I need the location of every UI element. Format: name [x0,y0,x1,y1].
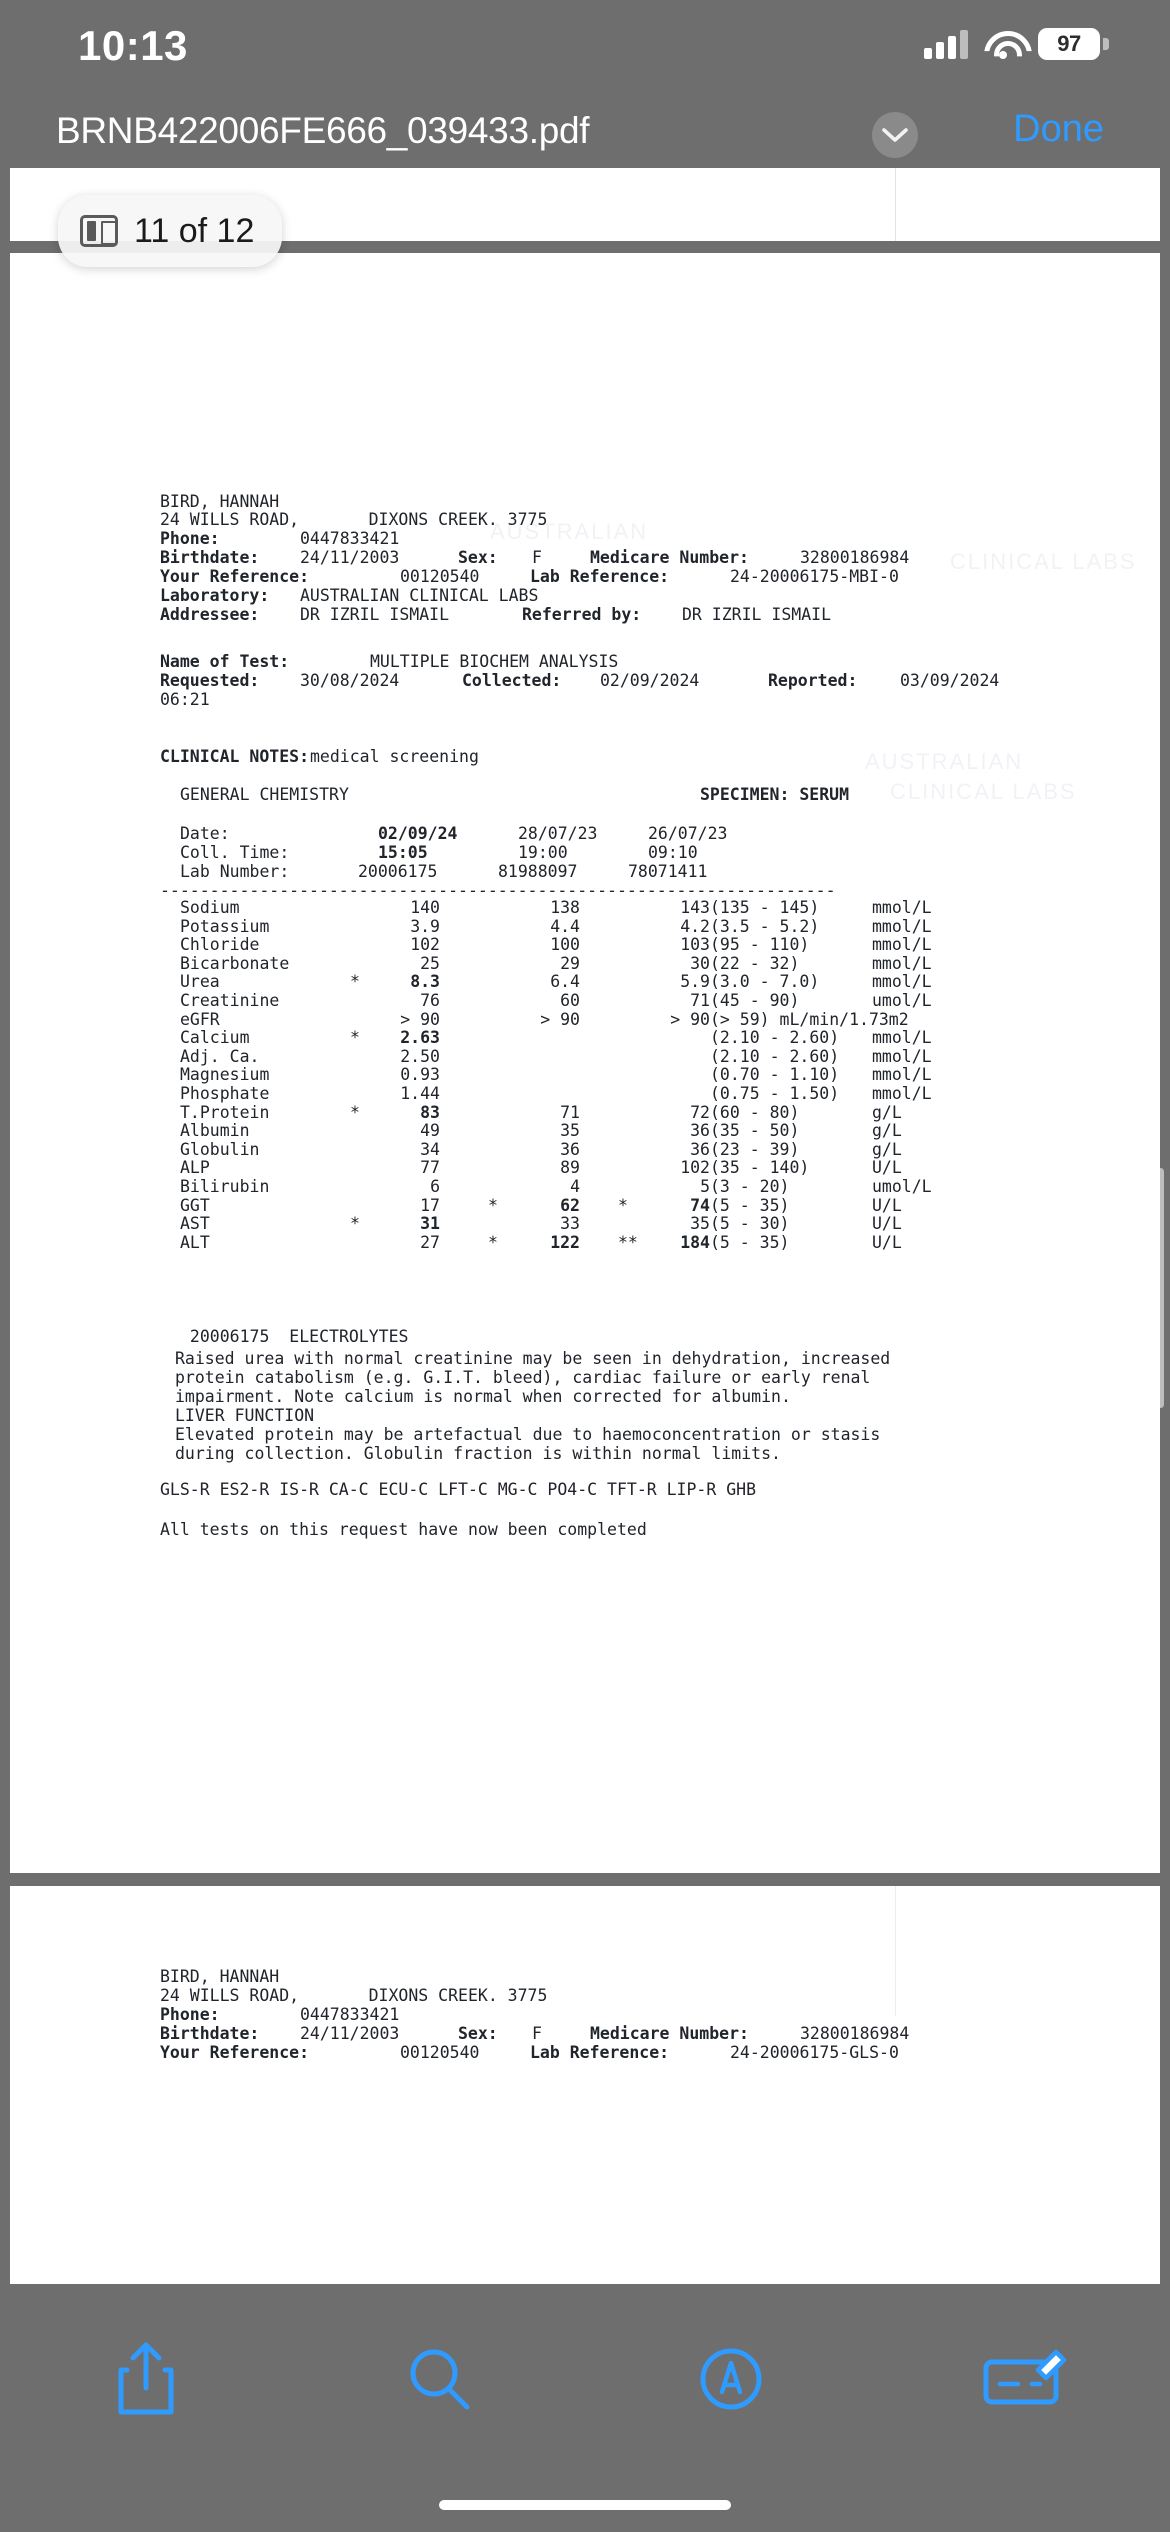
result-value-3: 36 [690,1121,710,1141]
result-units: mmol/L [872,1065,932,1085]
result-range: (5 - 35) [710,1195,790,1215]
result-units: U/L [872,1195,902,1215]
coll-time-3: 09:10 [648,843,698,862]
result-value-2: 89 [560,1158,580,1178]
next-page-header [10,1886,1160,2284]
result-range: (5 - 35) [710,1232,790,1252]
next-your-reference-label: Your Reference: [160,2043,310,2062]
result-value-1: 83 [420,1102,440,1122]
specimen-label: SPECIMEN: SERUM [700,785,850,804]
result-analyte: Globulin [180,1139,260,1159]
test-codes: GLS-R ES2-R IS-R CA-C ECU-C LFT-C MG-C PO4-C TFT-R LIP-R GHB [160,1480,757,1499]
lab-number-1: 20006175 [358,862,438,881]
lab-number-3: 78071411 [628,862,708,881]
annotate-button[interactable] [878,2344,1170,2419]
result-units: U/L [872,1214,902,1234]
result-value-3: 74 [690,1195,710,1215]
scroll-indicator[interactable] [1157,1168,1164,1408]
result-value-1: 49 [420,1121,440,1141]
next-patient-address: 24 WILLS ROAD, DIXONS CREEK. 3775 [160,1986,548,2005]
result-range: (3 - 20) [710,1177,790,1196]
addressee-value: DR IZRIL ISMAIL [300,605,450,624]
next-birthdate-label: Birthdate: [160,2024,260,2043]
result-value-1: 27 [420,1232,440,1252]
result-units: mmol/L [872,972,932,992]
result-range: (22 - 32) [710,953,800,973]
result-analyte: ALT [180,1232,210,1252]
search-button[interactable] [293,2344,586,2419]
result-units: mmol/L [872,953,932,973]
result-range: (0.75 - 1.50) [710,1084,840,1103]
markup-icon [696,2344,766,2419]
comment-line-4: LIVER FUNCTION [175,1406,315,1425]
result-units: g/L [872,1121,902,1141]
result-flag-1: * [350,1102,360,1122]
search-icon [404,2344,474,2419]
result-value-1: 140 [410,898,440,917]
result-value-3: 102 [680,1158,710,1178]
result-value-2: 36 [560,1139,580,1159]
result-analyte: Creatinine [180,991,280,1010]
addressee-label: Addressee: [160,605,260,624]
result-range: (95 - 110) [710,935,810,955]
result-value-2: 60 [560,991,580,1010]
birthdate-value: 24/11/2003 [300,548,400,567]
watermark-3: AUSTRALIAN [865,749,1024,774]
result-value-2: 71 [560,1102,580,1122]
result-analyte: Sodium [180,898,240,917]
wifi-icon [984,29,1022,59]
result-analyte: Albumin [180,1121,250,1141]
your-reference-label: Your Reference: [160,567,310,586]
result-value-3: 35 [690,1214,710,1234]
sex-label: Sex: [458,548,498,567]
comment-line-6: during collection. Globulin fraction is within normal limits. [175,1444,781,1463]
home-indicator [439,2500,731,2510]
phone-label: Phone: [160,529,220,548]
test-name-value: MULTIPLE BIOCHEM ANALYSIS [370,652,619,671]
result-units: umol/L [872,1177,932,1196]
status-bar [0,0,1170,100]
medicare-value: 32800186984 [800,548,910,567]
result-value-3: 4.2 [680,916,710,936]
page-indicator[interactable] [58,195,282,267]
date-col-1: 02/09/24 [378,824,458,843]
result-flag-1: * [350,1214,360,1234]
coll-time-1: 15:05 [378,843,428,862]
divider-rule: -------------------------------------------------------------------- [160,881,836,900]
result-analyte: Calcium [180,1028,250,1048]
result-range: (35 - 140) [710,1158,810,1178]
result-value-1: > 90 [400,1009,440,1029]
date-col-2: 28/07/23 [518,824,598,843]
result-value-1: 3.9 [410,916,440,936]
laboratory-label: Laboratory: [160,586,270,605]
next-sex-label: Sex: [458,2024,498,2043]
result-value-2: 100 [550,935,580,955]
next-birthdate-value: 24/11/2003 [300,2024,400,2043]
comment-line-2: protein catabolism (e.g. G.I.T. bleed), cardiac failure or early renal [175,1368,871,1387]
result-flag-3: ** [618,1232,638,1252]
result-value-3: 143 [680,898,710,917]
next-your-reference-value: 00120540 [400,2043,480,2062]
result-range: (2.10 - 2.60) [710,1028,840,1048]
laboratory-value: AUSTRALIAN CLINICAL LABS [300,586,539,605]
lab-number-2: 81988097 [498,862,578,881]
bottom-toolbar [0,2284,1170,2532]
completion-note: All tests on this request have now been completed [160,1520,647,1539]
requested-label: Requested: [160,671,260,690]
result-value-1: 77 [420,1158,440,1178]
result-value-1: 76 [420,991,440,1010]
battery-icon [1038,28,1100,60]
result-value-1: 2.50 [400,1046,440,1066]
result-analyte: ALP [180,1158,210,1178]
result-value-1: 8.3 [410,972,440,992]
requested-value: 30/08/2024 [300,671,400,690]
result-value-3: 72 [690,1102,710,1122]
result-analyte: Chloride [180,935,260,955]
next-patient-name: BIRD, HANNAH [160,1967,280,1986]
result-analyte: eGFR [180,1009,220,1029]
result-value-3: > 90 [670,1009,710,1029]
result-value-2: 4 [570,1177,580,1196]
result-range: (2.10 - 2.60) [710,1046,840,1066]
lab-reference-value: 24-20006175-MBI-0 [730,567,899,586]
comment-header: 20006175 ELECTROLYTES [180,1327,409,1346]
result-units: mmol/L [872,898,932,917]
result-value-1: 25 [420,953,440,973]
result-units: mmol/L [872,1084,932,1103]
result-analyte: T.Protein [180,1102,270,1122]
referred-by-label: Referred by: [522,605,642,624]
comment-line-5: Elevated protein may be artefactual due to haemoconcentration or stasis [175,1425,881,1444]
result-range: (135 - 145) [710,898,820,917]
result-range: (> 59) mL/min/1.73m2 [710,1009,909,1029]
result-value-3: 5.9 [680,972,710,992]
patient-address: 24 WILLS ROAD, DIXONS CREEK. 3775 [160,510,548,529]
patient-name: BIRD, HANNAH [160,492,280,511]
medicare-label: Medicare Number: [590,548,749,567]
result-units: g/L [872,1139,902,1159]
reported-label: Reported: [768,671,858,690]
collected-value: 02/09/2024 [600,671,700,690]
result-units: U/L [872,1158,902,1178]
result-value-2: 4.4 [550,916,580,936]
your-reference-value: 00120540 [400,567,480,586]
signal-bars-icon [924,29,968,59]
result-range: (3.0 - 7.0) [710,972,820,992]
share-button[interactable] [0,2340,293,2423]
result-value-2: 138 [550,898,580,917]
sex-value: F [532,548,542,567]
birthdate-label: Birthdate: [160,548,260,567]
result-value-1: 6 [430,1177,440,1196]
lab-number-label: Lab Number: [180,862,290,881]
coll-time-2: 19:00 [518,843,568,862]
result-value-2: 62 [560,1195,580,1215]
result-flag-3: * [618,1195,628,1215]
watermark-1: AUSTRALIAN [490,519,649,544]
page-indicator-label: 11 of 12 [134,211,255,250]
lab-reference-label: Lab Reference: [530,567,670,586]
result-analyte: Magnesium [180,1065,270,1085]
result-units: g/L [872,1102,902,1122]
annotate-icon [980,2344,1068,2419]
done-button[interactable]: Done [1013,108,1104,150]
result-range: (35 - 50) [710,1121,800,1141]
result-value-2: 33 [560,1214,580,1234]
result-value-2: 29 [560,953,580,973]
date-label: Date: [180,824,230,843]
pdf-page-area[interactable] [0,168,1170,2284]
result-value-3: 71 [690,991,710,1010]
referred-by-value: DR IZRIL ISMAIL [682,605,832,624]
next-phone-value: 0447833421 [300,2005,400,2024]
result-value-2: 6.4 [550,972,580,992]
result-units: umol/L [872,991,932,1010]
clinical-notes-label: CLINICAL NOTES: [160,747,310,766]
result-value-1: 0.93 [400,1065,440,1085]
result-analyte: Urea [180,972,220,992]
reported-value: 03/09/2024 [900,671,1000,690]
result-analyte: GGT [180,1195,210,1215]
watermark-4: CLINICAL LABS [890,779,1077,804]
result-range: (0.70 - 1.10) [710,1065,840,1085]
document-title: BRNB422006FE666_039433.pdf [56,110,590,151]
nav-bar [0,100,1170,168]
result-units: mmol/L [872,1028,932,1048]
markup-button[interactable] [585,2344,878,2419]
result-value-3: 184 [680,1232,710,1252]
result-value-1: 31 [420,1214,440,1234]
result-units: mmol/L [872,935,932,955]
result-flag-1: * [350,972,360,992]
result-value-2: > 90 [540,1009,580,1029]
result-value-1: 1.44 [400,1084,440,1103]
result-analyte: Phosphate [180,1084,270,1103]
result-units: mmol/L [872,1046,932,1066]
thumbnail-page-icon [80,215,118,247]
result-range: (23 - 39) [710,1139,800,1159]
result-value-2: 122 [550,1232,580,1252]
result-analyte: AST [180,1214,210,1234]
section-title: GENERAL CHEMISTRY [180,785,349,804]
result-analyte: Potassium [180,916,270,936]
result-range: (3.5 - 5.2) [710,916,820,936]
phone-value: 0447833421 [300,529,400,548]
lab-report [10,253,1160,1873]
next-medicare-value: 32800186984 [800,2024,910,2043]
battery-percent: 97 [1057,31,1081,56]
watermark-2: CLINICAL LABS [950,549,1137,574]
pdf-page-11 [10,253,1160,1873]
pdf-page-12 [10,1886,1160,2284]
result-units: U/L [872,1232,902,1252]
date-col-3: 26/07/23 [648,824,728,843]
result-range: (45 - 90) [710,991,800,1010]
next-medicare-label: Medicare Number: [590,2024,749,2043]
clinical-notes-value: medical screening [310,747,479,766]
result-units: mmol/L [872,916,932,936]
reported-time: 06:21 [160,690,210,709]
result-range: (60 - 80) [710,1102,800,1122]
result-flag-2: * [488,1232,498,1252]
next-lab-reference-value: 24-20006175-GLS-0 [730,2043,899,2062]
coll-time-label: Coll. Time: [180,843,290,862]
result-value-1: 17 [420,1195,440,1215]
status-time: 10:13 [78,22,188,69]
result-analyte: Adj. Ca. [180,1046,260,1066]
result-analyte: Bilirubin [180,1177,270,1196]
test-name-label: Name of Test: [160,652,290,671]
result-value-2: 35 [560,1121,580,1141]
next-sex-value: F [532,2024,542,2043]
chevron-down-icon[interactable] [872,112,918,158]
comment-line-1: Raised urea with normal creatinine may be seen in dehydration, increased [175,1349,891,1368]
share-icon [115,2340,177,2423]
result-value-3: 30 [690,953,710,973]
result-value-3: 36 [690,1139,710,1159]
result-analyte: Bicarbonate [180,953,290,973]
comment-line-3: impairment. Note calcium is normal when corrected for albumin. [175,1387,791,1406]
next-lab-reference-label: Lab Reference: [530,2043,670,2062]
result-flag-2: * [488,1195,498,1215]
result-value-1: 34 [420,1139,440,1159]
status-indicators [924,28,1100,60]
result-value-3: 103 [680,935,710,955]
result-range: (5 - 30) [710,1214,790,1234]
result-value-3: 5 [700,1177,710,1196]
next-phone-label: Phone: [160,2005,220,2024]
collected-label: Collected: [462,671,562,690]
result-value-1: 102 [410,935,440,955]
result-flag-1: * [350,1028,360,1048]
result-value-1: 2.63 [400,1028,440,1048]
